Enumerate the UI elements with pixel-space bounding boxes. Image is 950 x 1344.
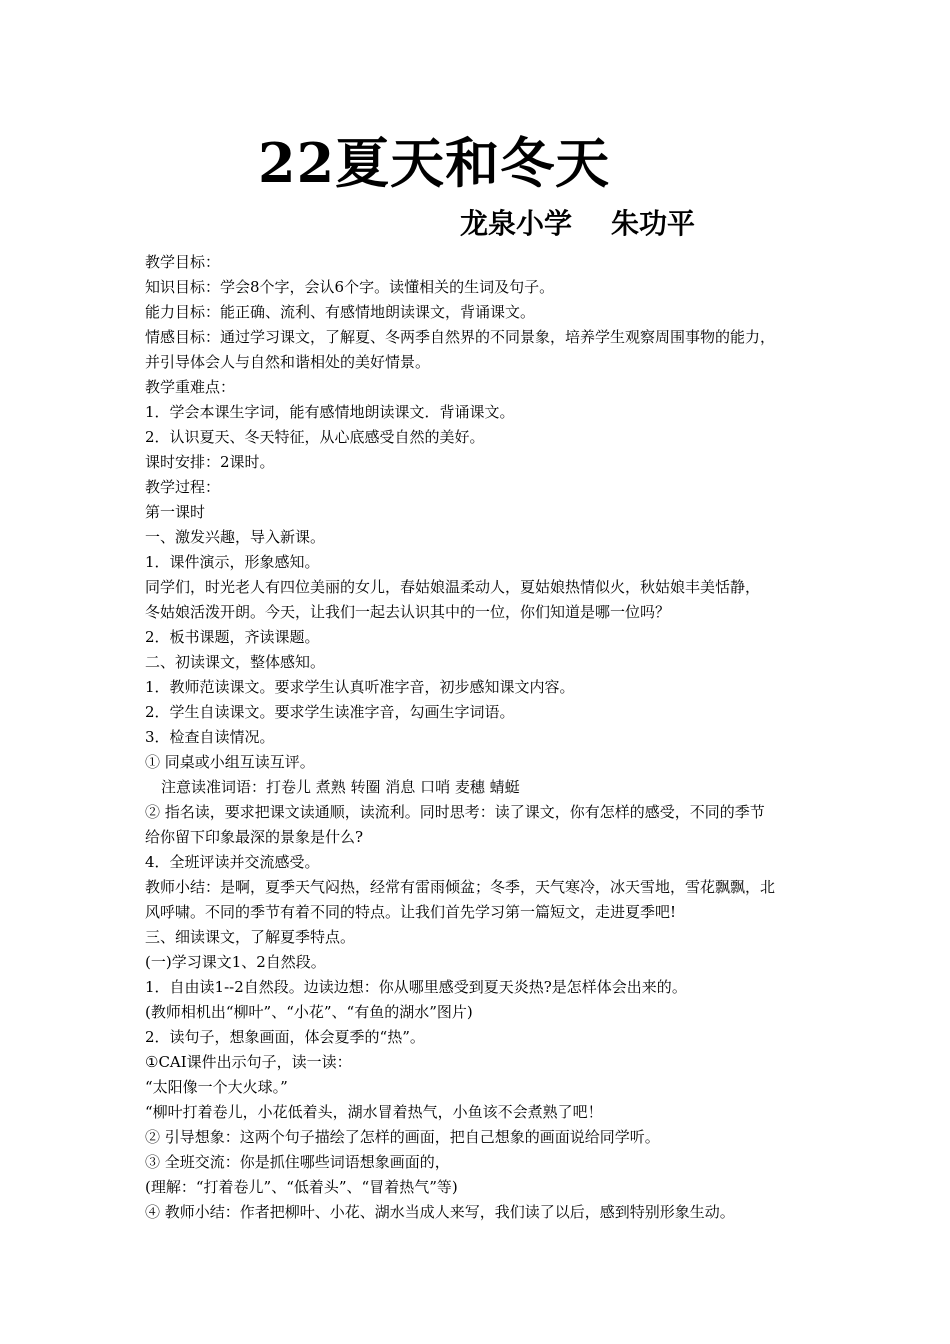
paragraph-line: 并引导体会人与自然和谐相处的美好情景。 [145,353,431,371]
paragraph-line: 1．学会本课生字词，能有感情地朗读课文．背诵课文。 [145,403,515,421]
paragraph-line: 一、激发兴趣，导入新课。 [145,528,326,546]
paragraph-line: 1．自由读1--2自然段。边读边想：你从哪里感受到夏天炎热?是怎样体会出来的。 [145,978,687,996]
paragraph-line: 风呼啸。不同的季节有着不同的特点。让我们首先学习第一篇短文，走进夏季吧! [145,903,677,921]
paragraph-line: 2．认识夏天、冬天特征，从心底感受自然的美好。 [145,428,485,446]
paragraph-line: 教学目标： [145,253,221,271]
paragraph-line: 注意读准词语：打卷儿 煮熟 转圈 消息 口哨 麦穗 蜻蜓 [161,778,520,796]
paragraph-line: “柳叶打着卷儿，小花低着头，湖水冒着热气，小鱼该不会煮熟了吧！ [145,1103,603,1121]
paragraph-line: 课时安排：2课时。 [145,453,275,471]
paragraph-line: 同学们，时光老人有四位美丽的女儿，春姑娘温柔动人，夏姑娘热情似火，秋姑娘丰美恬静， [145,578,761,596]
paragraph-line: 1．教师范读课文。要求学生认真听准字音，初步感知课文内容。 [145,678,575,696]
paragraph-line: 冬姑娘活泼开朗。今天，让我们一起去认识其中的一位，你们知道是哪一位吗？ [145,603,671,621]
paragraph-line: 给你留下印象最深的景象是什么? [145,828,364,846]
paragraph-line: 1．课件演示，形象感知。 [145,553,320,571]
paragraph-line: 知识目标：学会8个字，会认6个字。读懂相关的生词及句子。 [145,278,555,296]
paragraph-line: 能力目标：能正确、流利、有感情地朗读课文，背诵课文。 [145,303,536,321]
paragraph-line: 教学过程： [145,478,221,496]
paragraph-line: 情感目标：通过学习课文，了解夏、冬两季自然界的不同景象，培养学生观察周围事物的能力， [145,328,776,346]
paragraph-line: 2．学生自读课文。要求学生读准字音，勾画生字词语。 [145,703,515,721]
paragraph-line: (一)学习课文1、2自然段。 [145,953,326,971]
paragraph-line: 2．读句子，想象画面，体会夏季的“热”。 [145,1028,425,1046]
paragraph-line: ④ 教师小结：作者把柳叶、小花、湖水当成人来写，我们读了以后，感到特别形象生动。 [145,1203,735,1221]
paragraph-line: (理解：“打着卷儿”、“低着头”、“冒着热气”等) [145,1178,458,1196]
paragraph-line: ② 引导想象：这两个句子描绘了怎样的画面，把自己想象的画面说给同学听。 [145,1128,660,1146]
paragraph-line: 教师小结：是啊，夏季天气闷热，经常有雷雨倾盆；冬季，天气寒冷，冰天雪地，雪花飘飘，北 [145,878,776,896]
paragraph-line: 4．全班评读并交流感受。 [145,853,320,871]
paragraph-line: ①CAI课件出示句子，读一读： [145,1053,352,1071]
paragraph-line: ① 同桌或小组互读互评。 [145,753,315,771]
paragraph-line: ③ 全班交流：你是抓住哪些词语想象画面的， [145,1153,450,1171]
paragraph-line: 二、初读课文，整体感知。 [145,653,326,671]
paragraph-line: “太阳像一个大火球。” [145,1078,288,1096]
paragraph-line: (教师相机出“柳叶”、“小花”、“有鱼的湖水”图片) [145,1003,473,1021]
paragraph-line: 三、细读课文，了解夏季特点。 [145,928,356,946]
document-title: 22夏天和冬天 [258,131,611,195]
author-line: 龙泉小学 朱功平 [460,207,695,240]
document-body [145,250,825,1225]
paragraph-line: 第一课时 [145,503,206,521]
paragraph-line: 教学重难点： [145,378,236,396]
paragraph-line: ② 指名读，要求把课文读通顺，读流利。同时思考：读了课文，你有怎样的感受，不同的季节 [145,803,765,821]
paragraph-line: 3．检查自读情况。 [145,728,275,746]
paragraph-line: 2．板书课题，齐读课题。 [145,628,320,646]
